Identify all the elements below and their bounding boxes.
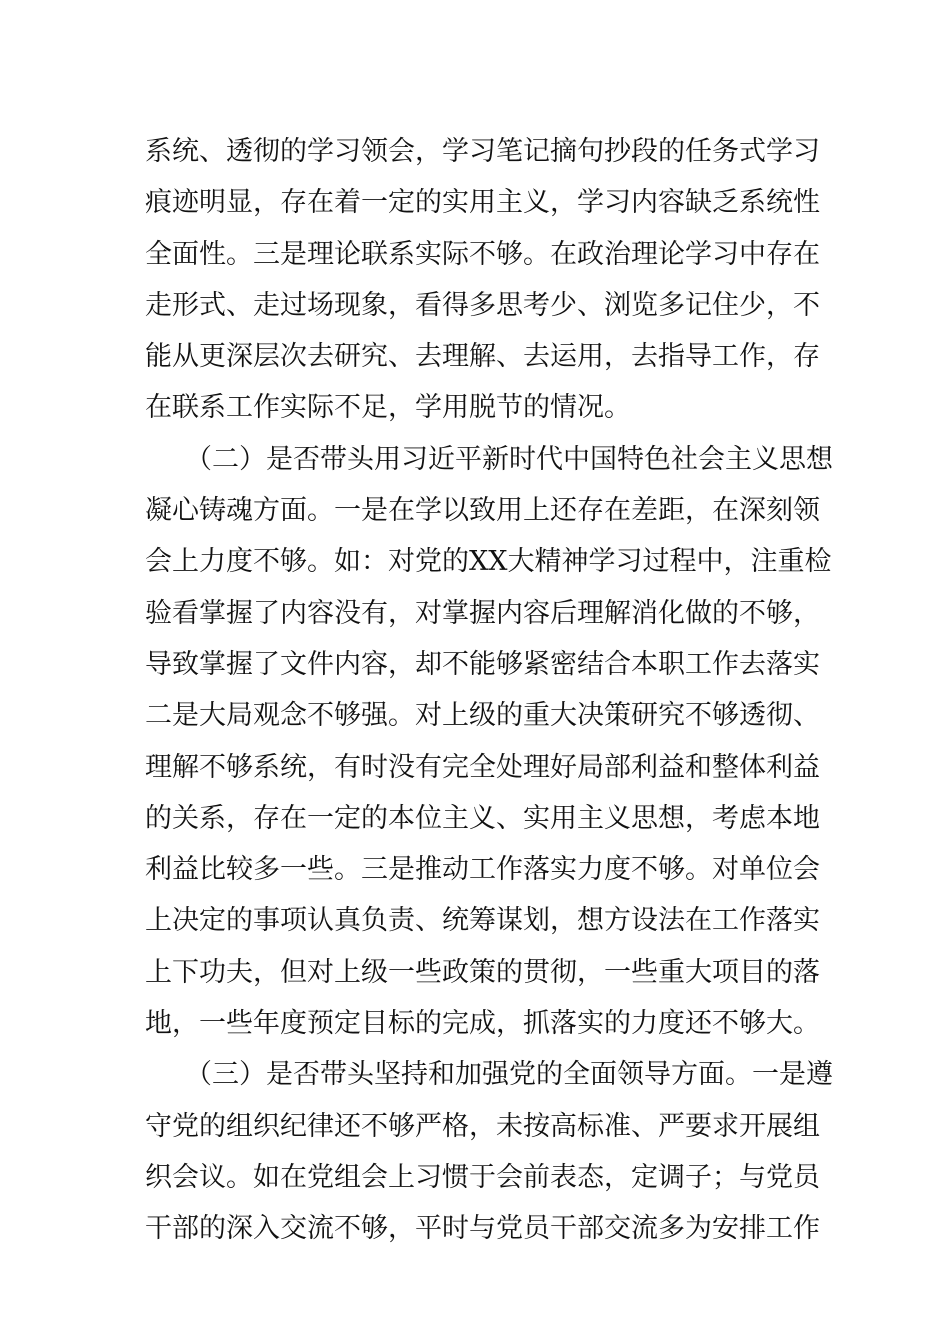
text-line: 的关系，存在一定的本位主义、实用主义思想，考虑本地 xyxy=(145,802,820,834)
text-line: 凝心铸魂方面。一是在学以致用上还存在差距，在深刻领 xyxy=(145,495,820,527)
paragraph-heading-line: （三）是否带头坚持和加强党的全面领导方面。一是遵 xyxy=(185,1059,833,1091)
body-text xyxy=(145,126,833,1255)
text-line: 系统、透彻的学习领会，学习笔记摘句抄段的任务式学习 xyxy=(145,136,820,167)
text-line: 理解不够系统，有时没有完全处理好局部利益和整体利益 xyxy=(145,751,820,783)
text-line: 全面性。三是理论联系实际不够。在政治理论学习中存在 xyxy=(145,238,820,270)
text-line: 利益比较多一些。三是推动工作落实力度不够。对单位会 xyxy=(145,854,820,886)
text-line: 走形式、走过场现象，看得多思考少、浏览多记住少，不 xyxy=(145,289,820,321)
text-line: 能从更深层次去研究、去理解、去运用，去指导工作，存 xyxy=(145,341,820,373)
text-line: 二是大局观念不够强。对上级的重大决策研究不够透彻、 xyxy=(145,700,820,732)
text-line: 会上力度不够。如：对党的XX大精神学习过程中，注重检 xyxy=(145,546,832,578)
text-line: 在联系工作实际不足，学用脱节的情况。 xyxy=(145,392,631,424)
paragraph-heading-line: （二）是否带头用习近平新时代中国特色社会主义思想 xyxy=(185,443,833,475)
text-line: 上决定的事项认真负责、统筹谋划，想方设法在工作落实 xyxy=(145,905,820,937)
text-line: 地，一些年度预定目标的完成，抓落实的力度还不够大。 xyxy=(145,1008,820,1040)
text-line: 守党的组织纪律还不够严格，未按高标准、严要求开展组 xyxy=(145,1110,820,1142)
text-line: 织会议。如在党组会上习惯于会前表态，定调子；与党员 xyxy=(145,1161,820,1193)
text-line: 干部的深入交流不够，平时与党员干部交流多为安排工作 xyxy=(145,1213,820,1245)
text-line: 痕迹明显，存在着一定的实用主义，学习内容缺乏系统性 xyxy=(145,187,820,219)
text-line: 导致掌握了文件内容，却不能够紧密结合本职工作去落实 xyxy=(145,648,820,680)
text-line: 验看掌握了内容没有，对掌握内容后理解消化做的不够， xyxy=(145,597,820,629)
text-line: 上下功夫，但对上级一些政策的贯彻，一些重大项目的落 xyxy=(145,956,820,988)
